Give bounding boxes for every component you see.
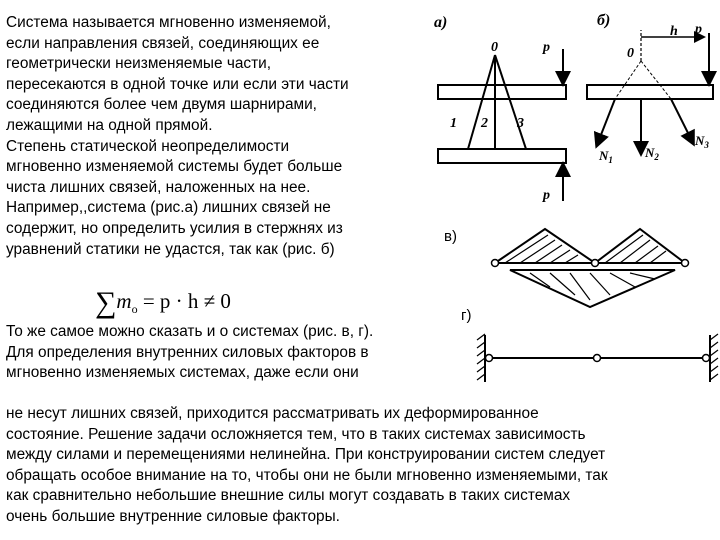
top-beam bbox=[438, 85, 566, 99]
text-line: геометрически неизменяемые части, bbox=[6, 55, 272, 73]
figure-label: в) bbox=[444, 228, 457, 245]
reaction-arrow bbox=[597, 99, 615, 145]
reaction-arrow bbox=[671, 99, 693, 143]
hinge bbox=[592, 260, 599, 267]
text-line: не несут лишних связей, приходится рассматривать их деформированное bbox=[6, 405, 539, 422]
left-wall-hatch bbox=[477, 334, 485, 380]
text-line: Для определения внутренних силовых факторов в bbox=[6, 343, 369, 361]
figure-a bbox=[430, 5, 580, 210]
text-line: содержит, но определить усилия в стержнях из bbox=[6, 219, 343, 237]
figure-g bbox=[455, 300, 720, 385]
point-label: 0 bbox=[491, 40, 498, 55]
force-top-label: p bbox=[543, 40, 550, 55]
distance-label: h bbox=[670, 24, 678, 39]
text-line: очень большие внутренние силовые факторы. bbox=[6, 507, 340, 525]
text-line: состояние. Решение задачи осложняется тем, что в таких системах зависимость bbox=[6, 425, 586, 443]
bottom-beam bbox=[438, 149, 566, 163]
bar-3 bbox=[495, 55, 526, 149]
figure-label: б) bbox=[597, 12, 611, 29]
beam bbox=[587, 85, 713, 99]
bar-label: 3 bbox=[517, 116, 524, 131]
text-line: если направления связей, соединяющих ее bbox=[6, 34, 320, 52]
hinge bbox=[486, 355, 493, 362]
upper-triangle-right bbox=[595, 229, 685, 263]
formula-sub: o bbox=[131, 302, 138, 317]
hinge bbox=[703, 355, 710, 362]
text-line: чиста лишних связей, наложенных на нее. bbox=[6, 178, 311, 196]
text-line: пересекаются в одной точке или если эти части bbox=[6, 75, 349, 93]
moment-formula bbox=[95, 286, 231, 320]
text-line: как сравнительно небольшие внешние силы могут создавать в таких системах bbox=[6, 487, 571, 505]
text-line: мгновенно изменяемой системы будет больше bbox=[6, 158, 343, 176]
text-line: Например,,система (рис.а) лишних связей не bbox=[6, 199, 331, 217]
bar-label: 1 bbox=[450, 116, 457, 131]
text-line: уравнений статики не удастся, так как (рис. б) bbox=[6, 240, 335, 258]
force-label: p bbox=[695, 22, 702, 37]
text-line: обращать особое внимание на то, чтобы они не были мгновенно изменяемыми, так bbox=[6, 466, 608, 484]
figure-b bbox=[585, 5, 718, 170]
text-line: мгновенно изменяемых системах, даже если они bbox=[6, 364, 359, 382]
right-wall-hatch bbox=[710, 334, 718, 380]
formula-m: m bbox=[116, 289, 132, 313]
hinge bbox=[594, 355, 601, 362]
text-line: соединяются более чем двумя шарнирами, bbox=[6, 96, 317, 114]
text-line: лежащими на одной прямой. bbox=[6, 116, 213, 134]
paragraph-intro bbox=[6, 13, 349, 260]
text-line: Система называется мгновенно изменяемой, bbox=[6, 14, 331, 31]
point-label: 0 bbox=[627, 46, 634, 61]
bar-1 bbox=[468, 55, 495, 149]
hinge bbox=[682, 260, 689, 267]
text-line: Степень статической неопределимости bbox=[6, 137, 290, 155]
bar-label: 2 bbox=[481, 116, 488, 131]
formula-rest: = p · h ≠ 0 bbox=[137, 289, 231, 313]
figure-label: г) bbox=[461, 307, 472, 324]
text-line: То же самое можно сказать и о системах (рис. в, г). bbox=[6, 323, 374, 340]
reaction-label: $N_3$ bbox=[695, 133, 709, 150]
paragraph-conclusion bbox=[6, 404, 608, 528]
paragraph-systems bbox=[6, 322, 373, 384]
force-bottom-label: p bbox=[543, 188, 550, 203]
text-line: между силами и перемещениями нелинейна. При конструировании систем следует bbox=[6, 446, 606, 464]
hinge bbox=[492, 260, 499, 267]
reaction-label: $N_1$ bbox=[599, 148, 613, 165]
figure-label: а) bbox=[434, 14, 448, 31]
reaction-label: $N_2$ bbox=[645, 145, 659, 162]
sum-symbol: ∑ bbox=[95, 286, 117, 319]
